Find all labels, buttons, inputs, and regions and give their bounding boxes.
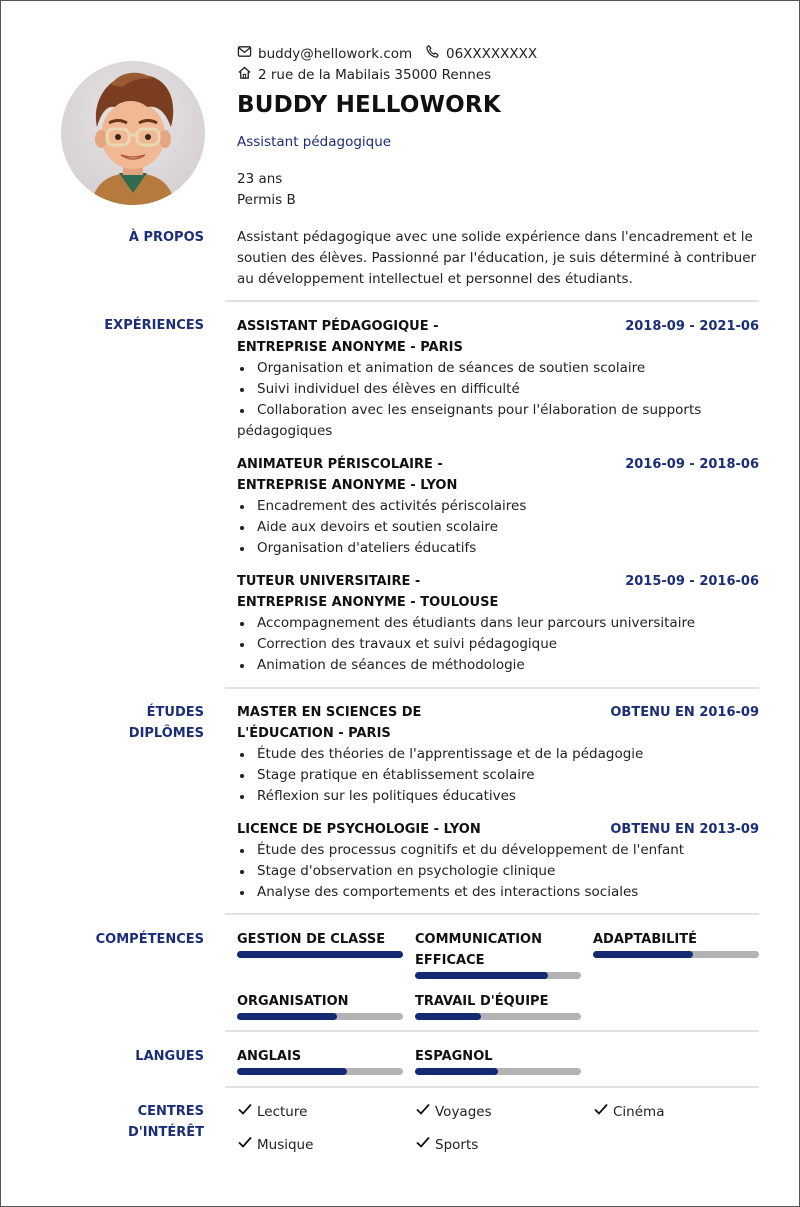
education-title-line: L'ÉDUCATION - PARIS [237, 726, 391, 741]
skill-item [237, 991, 403, 1020]
list-item: Collaboration avec les enseignants pour l'élaboration de supports [237, 400, 737, 421]
check-icon [237, 1101, 253, 1124]
experience-title [237, 571, 597, 613]
list-item: Étude des processus cognitifs et du développement de l'enfant [237, 840, 737, 861]
section-label-interests [54, 1101, 204, 1143]
list-item: Stage pratique en établissement scolaire [237, 765, 737, 786]
skill-label [415, 929, 581, 971]
avatar-illustration [61, 61, 205, 205]
experience-title-line: ASSISTANT PÉDAGOGIQUE - [237, 319, 439, 334]
list-item: Organisation d'ateliers éducatifs [237, 538, 737, 559]
check-icon [415, 1101, 431, 1124]
experience-title-line: TUTEUR UNIVERSITAIRE - [237, 574, 421, 589]
divider [225, 687, 759, 689]
education-title [237, 702, 597, 744]
interest-item [237, 1134, 313, 1157]
section-label-experiences: EXPÉRIENCES [104, 318, 204, 333]
contact-email[interactable] [237, 44, 412, 63]
experience-company-line: ENTREPRISE ANONYME - LYON [237, 478, 458, 493]
skill-bar-fill [237, 1013, 337, 1020]
experience-date: 2018-09 - 2021-06 [625, 319, 759, 334]
list-item: Suivi individuel des élèves en difficulté [237, 379, 737, 400]
about-line: Assistant pédagogique avec une solide expérience dans l'encadrement et le [237, 229, 753, 245]
check-icon [237, 1134, 253, 1157]
list-item: Aide aux devoirs et soutien scolaire [237, 517, 737, 538]
skill-item [237, 929, 403, 958]
list-item: Organisation et animation de séances de soutien scolaire [237, 358, 737, 379]
language-bar-fill [237, 1068, 347, 1075]
candidate-name: BUDDY HELLOWORK [237, 92, 501, 118]
experience-company-line: ENTREPRISE ANONYME - PARIS [237, 340, 463, 355]
list-item: Accompagnement des étudiants dans leur parcours universitaire [237, 613, 737, 634]
section-label-skills: COMPÉTENCES [95, 932, 204, 947]
skill-bar-fill [415, 972, 548, 979]
section-label-line: D'INTÉRÊT [128, 1125, 204, 1140]
interest-item [415, 1134, 478, 1157]
interest-label: Lecture [257, 1104, 308, 1120]
education-date: OBTENU EN 2016-09 [610, 705, 759, 720]
education-date: OBTENU EN 2013-09 [610, 822, 759, 837]
divider [225, 913, 759, 915]
language-label: ANGLAIS [237, 1049, 302, 1064]
language-item [237, 1046, 403, 1075]
profile-avatar [61, 61, 205, 205]
skill-label: GESTION DE CLASSE [237, 932, 386, 947]
section-label-line: ÉTUDES [146, 705, 204, 720]
education-title-line: MASTER EN SCIENCES DE [237, 705, 422, 720]
language-bar [415, 1068, 581, 1075]
divider [225, 300, 759, 302]
skill-bar [415, 972, 581, 979]
interest-item [593, 1101, 664, 1124]
language-label: ESPAGNOL [415, 1049, 493, 1064]
skill-item [415, 929, 581, 979]
section-label-about: À PROPOS [128, 230, 204, 245]
skill-label: ADAPTABILITÉ [593, 932, 697, 947]
interest-label: Musique [257, 1137, 314, 1153]
education-title: LICENCE DE PSYCHOLOGIE - LYON [237, 822, 481, 837]
about-paragraph [237, 227, 757, 290]
skill-bar-fill [593, 951, 693, 958]
list-item: Stage d'observation en psychologie clinique [237, 861, 737, 882]
skill-bar [237, 951, 403, 958]
list-item-continuation: pédagogiques [237, 423, 333, 439]
divider [225, 1030, 759, 1032]
list-item: Réflexion sur les politiques éducatives [237, 786, 737, 807]
skill-bar-fill [237, 951, 403, 958]
language-bar-fill [415, 1068, 498, 1075]
skill-bar [415, 1013, 581, 1020]
experience-title [237, 316, 597, 358]
contact-phone[interactable] [425, 44, 537, 63]
age: 23 ans [237, 171, 283, 187]
list-item: Correction des travaux et suivi pédagogique [237, 634, 737, 655]
envelope-icon [237, 44, 252, 63]
job-title: Assistant pédagogique [237, 134, 392, 150]
skill-item [593, 929, 759, 958]
education-bullets [237, 840, 737, 903]
list-item: Encadrement des activités périscolaires [237, 496, 737, 517]
home-icon [237, 65, 252, 84]
skill-label-line: COMMUNICATION [415, 932, 542, 947]
address-text: 2 rue de la Mabilais 35000 Rennes [258, 66, 492, 83]
skill-label: ORGANISATION [237, 994, 349, 1009]
skill-bar [237, 1013, 403, 1020]
about-line: au développement intellectuel et personnel des étudiants. [237, 271, 633, 287]
contact-address [237, 65, 491, 84]
experience-bullets [237, 613, 737, 676]
skill-item [415, 991, 581, 1020]
about-line: soutien des élèves. Passionné par l'éducation, je suis déterminé à contribuer [237, 250, 757, 266]
section-label-line: CENTRES [137, 1104, 204, 1119]
experience-bullets [237, 358, 737, 421]
experience-title [237, 454, 597, 496]
check-icon [415, 1134, 431, 1157]
experience-date: 2016-09 - 2018-06 [625, 457, 759, 472]
experience-company-line: ENTREPRISE ANONYME - TOULOUSE [237, 595, 499, 610]
driving-license: Permis B [237, 192, 296, 208]
interest-label: Cinéma [613, 1104, 665, 1120]
language-bar [237, 1068, 403, 1075]
interest-label: Sports [435, 1137, 479, 1153]
check-icon [593, 1101, 609, 1124]
skill-bar [593, 951, 759, 958]
experience-bullets [237, 496, 737, 559]
divider [225, 1086, 759, 1088]
phone-text: 06XXXXXXXX [446, 45, 538, 62]
list-item: Analyse des comportements et des interactions sociales [237, 882, 737, 903]
phone-icon [425, 44, 440, 63]
interest-item [237, 1101, 307, 1124]
interest-item [415, 1101, 492, 1124]
experience-date: 2015-09 - 2016-06 [625, 574, 759, 589]
skill-label-line: EFFICACE [415, 953, 485, 968]
education-bullets [237, 744, 737, 807]
skill-bar-fill [415, 1013, 481, 1020]
list-item: Étude des théories de l'apprentissage et de la pédagogie [237, 744, 737, 765]
interest-label: Voyages [435, 1104, 492, 1120]
section-label-line: DIPLÔMES [128, 726, 204, 741]
experience-title-line: ANIMATEUR PÉRISCOLAIRE - [237, 457, 443, 472]
language-item [415, 1046, 581, 1075]
section-label-languages: LANGUES [135, 1049, 204, 1064]
skill-label: TRAVAIL D'ÉQUIPE [415, 994, 549, 1009]
list-item: Animation de séances de méthodologie [237, 655, 737, 676]
section-label-education [54, 702, 204, 744]
email-text: buddy@hellowork.com [258, 45, 413, 62]
